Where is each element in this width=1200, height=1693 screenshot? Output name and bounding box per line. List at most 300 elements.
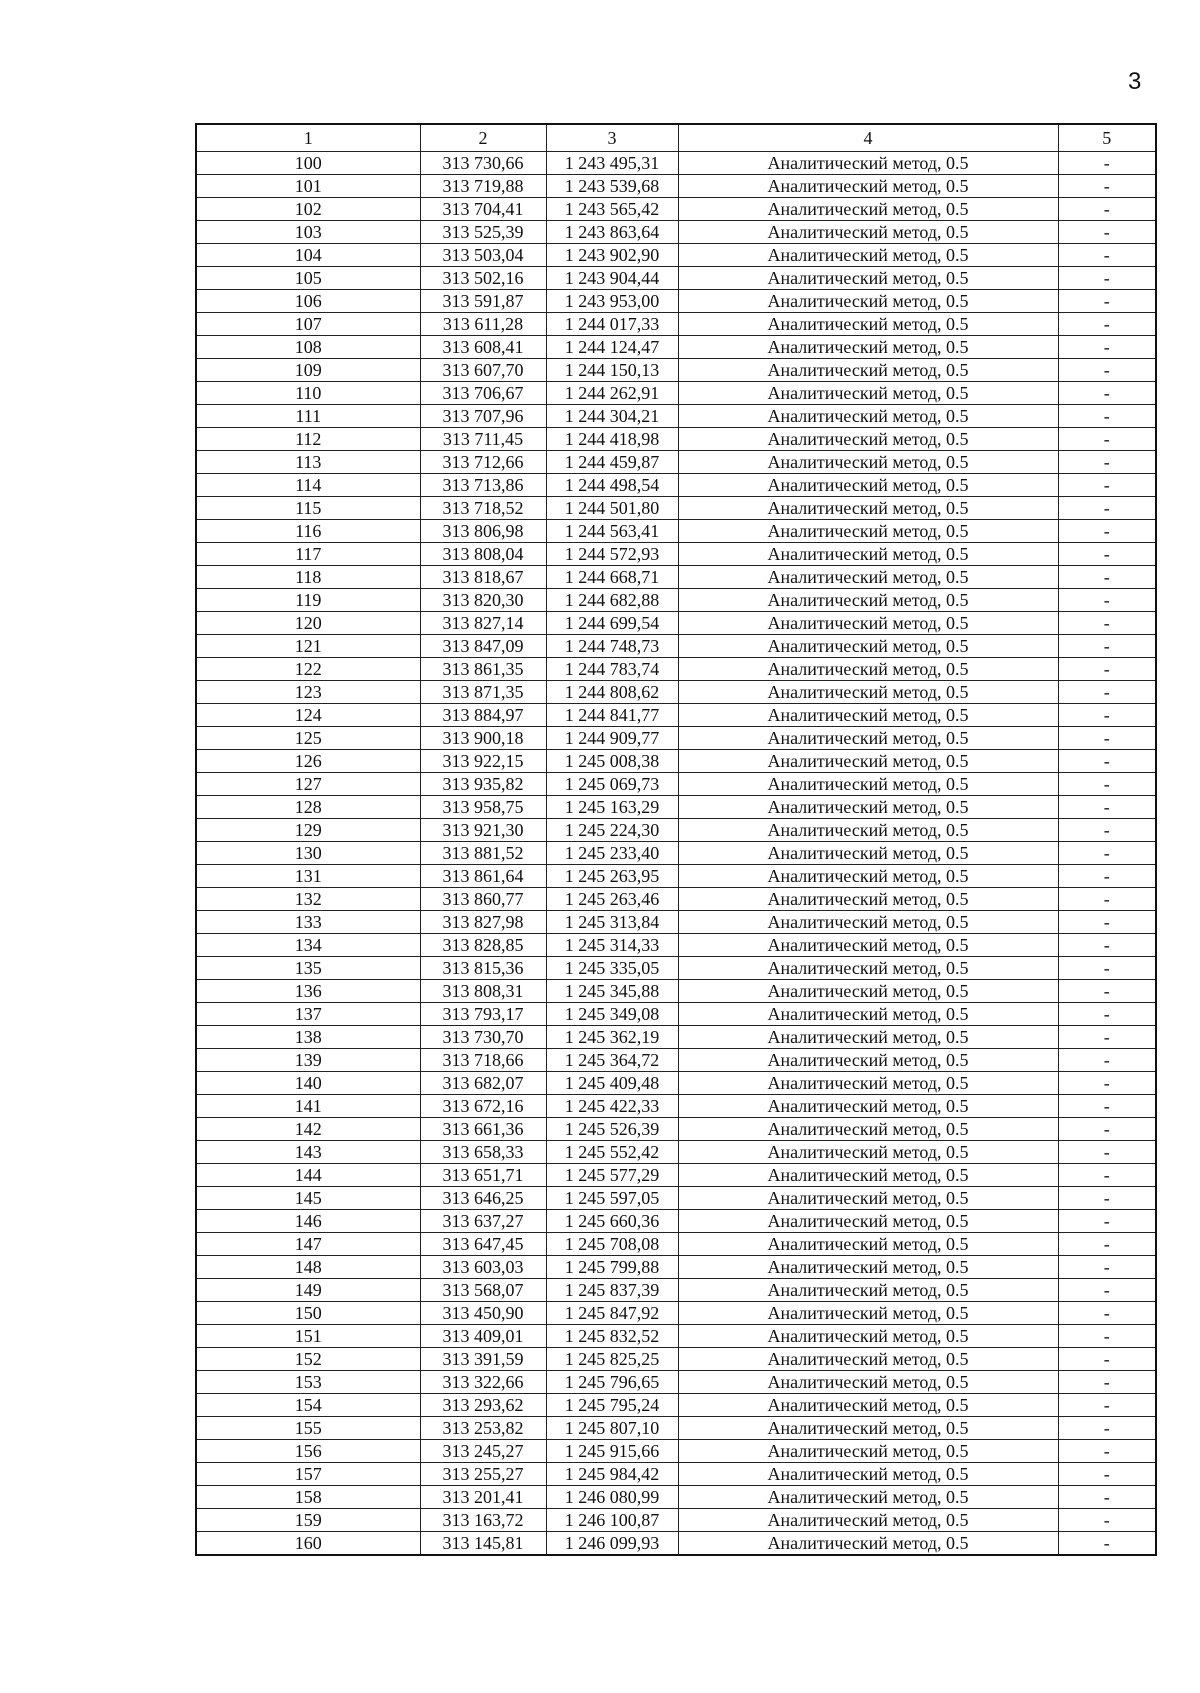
note-cell: - <box>1058 842 1156 865</box>
x-coordinate-cell: 313 900,18 <box>420 727 546 750</box>
method-cell: Аналитический метод, 0.5 <box>678 1486 1058 1509</box>
y-coordinate-cell: 1 244 909,77 <box>546 727 678 750</box>
note-cell: - <box>1058 428 1156 451</box>
x-coordinate-cell: 313 847,09 <box>420 635 546 658</box>
x-coordinate-cell: 313 568,07 <box>420 1279 546 1302</box>
coordinates-table <box>195 123 1157 1556</box>
point-number-cell: 143 <box>196 1141 420 1164</box>
note-cell: - <box>1058 1509 1156 1532</box>
y-coordinate-cell: 1 244 501,80 <box>546 497 678 520</box>
x-coordinate-cell: 313 793,17 <box>420 1003 546 1026</box>
table-row <box>196 727 1156 750</box>
x-coordinate-cell: 313 958,75 <box>420 796 546 819</box>
x-coordinate-cell: 313 293,62 <box>420 1394 546 1417</box>
table-row <box>196 1164 1156 1187</box>
method-cell: Аналитический метод, 0.5 <box>678 244 1058 267</box>
note-cell: - <box>1058 888 1156 911</box>
method-cell: Аналитический метод, 0.5 <box>678 221 1058 244</box>
y-coordinate-cell: 1 243 539,68 <box>546 175 678 198</box>
x-coordinate-cell: 313 637,27 <box>420 1210 546 1233</box>
note-cell: - <box>1058 1072 1156 1095</box>
method-cell: Аналитический метод, 0.5 <box>678 1141 1058 1164</box>
x-coordinate-cell: 313 884,97 <box>420 704 546 727</box>
method-cell: Аналитический метод, 0.5 <box>678 382 1058 405</box>
method-cell: Аналитический метод, 0.5 <box>678 1233 1058 1256</box>
column-header-2: 2 <box>420 124 546 152</box>
y-coordinate-cell: 1 245 552,42 <box>546 1141 678 1164</box>
x-coordinate-cell: 313 672,16 <box>420 1095 546 1118</box>
table-row <box>196 888 1156 911</box>
point-number-cell: 133 <box>196 911 420 934</box>
point-number-cell: 157 <box>196 1463 420 1486</box>
x-coordinate-cell: 313 815,36 <box>420 957 546 980</box>
y-coordinate-cell: 1 244 418,98 <box>546 428 678 451</box>
table-row <box>196 681 1156 704</box>
page-number: 3 <box>1128 68 1142 95</box>
y-coordinate-cell: 1 246 080,99 <box>546 1486 678 1509</box>
note-cell: - <box>1058 1141 1156 1164</box>
point-number-cell: 156 <box>196 1440 420 1463</box>
x-coordinate-cell: 313 591,87 <box>420 290 546 313</box>
point-number-cell: 123 <box>196 681 420 704</box>
note-cell: - <box>1058 1003 1156 1026</box>
table-row <box>196 198 1156 221</box>
y-coordinate-cell: 1 245 263,46 <box>546 888 678 911</box>
note-cell: - <box>1058 566 1156 589</box>
y-coordinate-cell: 1 245 984,42 <box>546 1463 678 1486</box>
y-coordinate-cell: 1 244 668,71 <box>546 566 678 589</box>
note-cell: - <box>1058 612 1156 635</box>
point-number-cell: 106 <box>196 290 420 313</box>
method-cell: Аналитический метод, 0.5 <box>678 1279 1058 1302</box>
table-row <box>196 520 1156 543</box>
x-coordinate-cell: 313 718,66 <box>420 1049 546 1072</box>
y-coordinate-cell: 1 245 163,29 <box>546 796 678 819</box>
point-number-cell: 160 <box>196 1532 420 1556</box>
table-row <box>196 1049 1156 1072</box>
point-number-cell: 148 <box>196 1256 420 1279</box>
method-cell: Аналитический метод, 0.5 <box>678 911 1058 934</box>
point-number-cell: 129 <box>196 819 420 842</box>
y-coordinate-cell: 1 244 572,93 <box>546 543 678 566</box>
y-coordinate-cell: 1 244 150,13 <box>546 359 678 382</box>
method-cell: Аналитический метод, 0.5 <box>678 934 1058 957</box>
point-number-cell: 134 <box>196 934 420 957</box>
note-cell: - <box>1058 267 1156 290</box>
method-cell: Аналитический метод, 0.5 <box>678 566 1058 589</box>
note-cell: - <box>1058 520 1156 543</box>
point-number-cell: 122 <box>196 658 420 681</box>
x-coordinate-cell: 313 712,66 <box>420 451 546 474</box>
method-cell: Аналитический метод, 0.5 <box>678 957 1058 980</box>
point-number-cell: 114 <box>196 474 420 497</box>
table-row <box>196 497 1156 520</box>
method-cell: Аналитический метод, 0.5 <box>678 1256 1058 1279</box>
table-row <box>196 290 1156 313</box>
method-cell: Аналитический метод, 0.5 <box>678 1532 1058 1556</box>
y-coordinate-cell: 1 244 498,54 <box>546 474 678 497</box>
note-cell: - <box>1058 865 1156 888</box>
method-cell: Аналитический метод, 0.5 <box>678 1302 1058 1325</box>
table-row <box>196 1417 1156 1440</box>
y-coordinate-cell: 1 245 314,33 <box>546 934 678 957</box>
x-coordinate-cell: 313 608,41 <box>420 336 546 359</box>
table-row <box>196 1210 1156 1233</box>
y-coordinate-cell: 1 245 799,88 <box>546 1256 678 1279</box>
method-cell: Аналитический метод, 0.5 <box>678 451 1058 474</box>
method-cell: Аналитический метод, 0.5 <box>678 405 1058 428</box>
x-coordinate-cell: 313 827,98 <box>420 911 546 934</box>
x-coordinate-cell: 313 707,96 <box>420 405 546 428</box>
x-coordinate-cell: 313 646,25 <box>420 1187 546 1210</box>
table-row <box>196 1003 1156 1026</box>
table-row <box>196 1463 1156 1486</box>
table-body <box>196 152 1156 1556</box>
point-number-cell: 135 <box>196 957 420 980</box>
table-row <box>196 152 1156 175</box>
point-number-cell: 118 <box>196 566 420 589</box>
point-number-cell: 121 <box>196 635 420 658</box>
note-cell: - <box>1058 1210 1156 1233</box>
table-row <box>196 451 1156 474</box>
note-cell: - <box>1058 1417 1156 1440</box>
x-coordinate-cell: 313 607,70 <box>420 359 546 382</box>
table-row <box>196 382 1156 405</box>
x-coordinate-cell: 313 245,27 <box>420 1440 546 1463</box>
method-cell: Аналитический метод, 0.5 <box>678 543 1058 566</box>
x-coordinate-cell: 313 201,41 <box>420 1486 546 1509</box>
x-coordinate-cell: 313 711,45 <box>420 428 546 451</box>
note-cell: - <box>1058 589 1156 612</box>
x-coordinate-cell: 313 145,81 <box>420 1532 546 1556</box>
note-cell: - <box>1058 543 1156 566</box>
x-coordinate-cell: 313 651,71 <box>420 1164 546 1187</box>
table-row <box>196 221 1156 244</box>
table-row <box>196 1118 1156 1141</box>
x-coordinate-cell: 313 661,36 <box>420 1118 546 1141</box>
x-coordinate-cell: 313 827,14 <box>420 612 546 635</box>
x-coordinate-cell: 313 658,33 <box>420 1141 546 1164</box>
method-cell: Аналитический метод, 0.5 <box>678 428 1058 451</box>
table-row <box>196 244 1156 267</box>
y-coordinate-cell: 1 244 841,77 <box>546 704 678 727</box>
x-coordinate-cell: 313 647,45 <box>420 1233 546 1256</box>
note-cell: - <box>1058 1026 1156 1049</box>
y-coordinate-cell: 1 244 262,91 <box>546 382 678 405</box>
note-cell: - <box>1058 221 1156 244</box>
y-coordinate-cell: 1 245 847,92 <box>546 1302 678 1325</box>
point-number-cell: 137 <box>196 1003 420 1026</box>
table-row <box>196 773 1156 796</box>
note-cell: - <box>1058 980 1156 1003</box>
note-cell: - <box>1058 681 1156 704</box>
y-coordinate-cell: 1 244 563,41 <box>546 520 678 543</box>
column-header-5: 5 <box>1058 124 1156 152</box>
table-row <box>196 175 1156 198</box>
x-coordinate-cell: 313 391,59 <box>420 1348 546 1371</box>
point-number-cell: 144 <box>196 1164 420 1187</box>
method-cell: Аналитический метод, 0.5 <box>678 681 1058 704</box>
table-row <box>196 543 1156 566</box>
y-coordinate-cell: 1 245 313,84 <box>546 911 678 934</box>
y-coordinate-cell: 1 245 837,39 <box>546 1279 678 1302</box>
point-number-cell: 115 <box>196 497 420 520</box>
y-coordinate-cell: 1 245 364,72 <box>546 1049 678 1072</box>
method-cell: Аналитический метод, 0.5 <box>678 198 1058 221</box>
y-coordinate-cell: 1 245 915,66 <box>546 1440 678 1463</box>
note-cell: - <box>1058 244 1156 267</box>
table-row <box>196 635 1156 658</box>
method-cell: Аналитический метод, 0.5 <box>678 1164 1058 1187</box>
method-cell: Аналитический метод, 0.5 <box>678 313 1058 336</box>
method-cell: Аналитический метод, 0.5 <box>678 1440 1058 1463</box>
point-number-cell: 102 <box>196 198 420 221</box>
point-number-cell: 158 <box>196 1486 420 1509</box>
table-row <box>196 1072 1156 1095</box>
table-row <box>196 911 1156 934</box>
table-row <box>196 750 1156 773</box>
method-cell: Аналитический метод, 0.5 <box>678 1026 1058 1049</box>
y-coordinate-cell: 1 244 459,87 <box>546 451 678 474</box>
note-cell: - <box>1058 1463 1156 1486</box>
method-cell: Аналитический метод, 0.5 <box>678 888 1058 911</box>
point-number-cell: 101 <box>196 175 420 198</box>
y-coordinate-cell: 1 245 409,48 <box>546 1072 678 1095</box>
y-coordinate-cell: 1 244 748,73 <box>546 635 678 658</box>
note-cell: - <box>1058 359 1156 382</box>
y-coordinate-cell: 1 245 795,24 <box>546 1394 678 1417</box>
y-coordinate-cell: 1 244 682,88 <box>546 589 678 612</box>
table-row <box>196 658 1156 681</box>
method-cell: Аналитический метод, 0.5 <box>678 1371 1058 1394</box>
x-coordinate-cell: 313 730,66 <box>420 152 546 175</box>
point-number-cell: 110 <box>196 382 420 405</box>
table-row <box>196 1440 1156 1463</box>
method-cell: Аналитический метод, 0.5 <box>678 336 1058 359</box>
x-coordinate-cell: 313 525,39 <box>420 221 546 244</box>
method-cell: Аналитический метод, 0.5 <box>678 267 1058 290</box>
point-number-cell: 117 <box>196 543 420 566</box>
table-row <box>196 405 1156 428</box>
table-row <box>196 267 1156 290</box>
note-cell: - <box>1058 1348 1156 1371</box>
table-header-row <box>196 124 1156 152</box>
note-cell: - <box>1058 336 1156 359</box>
x-coordinate-cell: 313 935,82 <box>420 773 546 796</box>
x-coordinate-cell: 313 871,35 <box>420 681 546 704</box>
x-coordinate-cell: 313 921,30 <box>420 819 546 842</box>
table-row <box>196 842 1156 865</box>
table-row <box>196 428 1156 451</box>
method-cell: Аналитический метод, 0.5 <box>678 589 1058 612</box>
x-coordinate-cell: 313 820,30 <box>420 589 546 612</box>
table-row <box>196 1532 1156 1556</box>
point-number-cell: 155 <box>196 1417 420 1440</box>
method-cell: Аналитический метод, 0.5 <box>678 359 1058 382</box>
method-cell: Аналитический метод, 0.5 <box>678 1072 1058 1095</box>
method-cell: Аналитический метод, 0.5 <box>678 727 1058 750</box>
y-coordinate-cell: 1 244 017,33 <box>546 313 678 336</box>
method-cell: Аналитический метод, 0.5 <box>678 842 1058 865</box>
note-cell: - <box>1058 1095 1156 1118</box>
y-coordinate-cell: 1 244 124,47 <box>546 336 678 359</box>
x-coordinate-cell: 313 861,64 <box>420 865 546 888</box>
note-cell: - <box>1058 290 1156 313</box>
table-row <box>196 1509 1156 1532</box>
y-coordinate-cell: 1 245 233,40 <box>546 842 678 865</box>
note-cell: - <box>1058 175 1156 198</box>
x-coordinate-cell: 313 322,66 <box>420 1371 546 1394</box>
table-row <box>196 313 1156 336</box>
method-cell: Аналитический метод, 0.5 <box>678 1118 1058 1141</box>
table-row <box>196 934 1156 957</box>
y-coordinate-cell: 1 245 660,36 <box>546 1210 678 1233</box>
point-number-cell: 126 <box>196 750 420 773</box>
x-coordinate-cell: 313 255,27 <box>420 1463 546 1486</box>
note-cell: - <box>1058 1302 1156 1325</box>
table-row <box>196 1187 1156 1210</box>
note-cell: - <box>1058 635 1156 658</box>
table-row <box>196 336 1156 359</box>
x-coordinate-cell: 313 860,77 <box>420 888 546 911</box>
method-cell: Аналитический метод, 0.5 <box>678 1325 1058 1348</box>
table-row <box>196 1302 1156 1325</box>
note-cell: - <box>1058 313 1156 336</box>
x-coordinate-cell: 313 818,67 <box>420 566 546 589</box>
y-coordinate-cell: 1 245 796,65 <box>546 1371 678 1394</box>
y-coordinate-cell: 1 243 904,44 <box>546 267 678 290</box>
point-number-cell: 128 <box>196 796 420 819</box>
y-coordinate-cell: 1 246 099,93 <box>546 1532 678 1556</box>
note-cell: - <box>1058 911 1156 934</box>
x-coordinate-cell: 313 706,67 <box>420 382 546 405</box>
table-row <box>196 1095 1156 1118</box>
y-coordinate-cell: 1 243 953,00 <box>546 290 678 313</box>
note-cell: - <box>1058 727 1156 750</box>
x-coordinate-cell: 313 603,03 <box>420 1256 546 1279</box>
x-coordinate-cell: 313 861,35 <box>420 658 546 681</box>
x-coordinate-cell: 313 806,98 <box>420 520 546 543</box>
note-cell: - <box>1058 934 1156 957</box>
method-cell: Аналитический метод, 0.5 <box>678 980 1058 1003</box>
point-number-cell: 150 <box>196 1302 420 1325</box>
note-cell: - <box>1058 1256 1156 1279</box>
note-cell: - <box>1058 819 1156 842</box>
note-cell: - <box>1058 1394 1156 1417</box>
method-cell: Аналитический метод, 0.5 <box>678 1463 1058 1486</box>
table-row <box>196 359 1156 382</box>
y-coordinate-cell: 1 244 699,54 <box>546 612 678 635</box>
y-coordinate-cell: 1 243 565,42 <box>546 198 678 221</box>
y-coordinate-cell: 1 243 863,64 <box>546 221 678 244</box>
note-cell: - <box>1058 1325 1156 1348</box>
note-cell: - <box>1058 1532 1156 1556</box>
method-cell: Аналитический метод, 0.5 <box>678 1417 1058 1440</box>
note-cell: - <box>1058 750 1156 773</box>
table-row <box>196 796 1156 819</box>
method-cell: Аналитический метод, 0.5 <box>678 796 1058 819</box>
point-number-cell: 105 <box>196 267 420 290</box>
x-coordinate-cell: 313 808,04 <box>420 543 546 566</box>
note-cell: - <box>1058 497 1156 520</box>
table-row <box>196 1256 1156 1279</box>
point-number-cell: 136 <box>196 980 420 1003</box>
table-row <box>196 1141 1156 1164</box>
y-coordinate-cell: 1 244 783,74 <box>546 658 678 681</box>
table-row <box>196 704 1156 727</box>
x-coordinate-cell: 313 730,70 <box>420 1026 546 1049</box>
y-coordinate-cell: 1 245 597,05 <box>546 1187 678 1210</box>
note-cell: - <box>1058 1279 1156 1302</box>
note-cell: - <box>1058 704 1156 727</box>
y-coordinate-cell: 1 245 362,19 <box>546 1026 678 1049</box>
table-row <box>196 566 1156 589</box>
table-row <box>196 1486 1156 1509</box>
point-number-cell: 112 <box>196 428 420 451</box>
x-coordinate-cell: 313 502,16 <box>420 267 546 290</box>
method-cell: Аналитический метод, 0.5 <box>678 1348 1058 1371</box>
y-coordinate-cell: 1 244 304,21 <box>546 405 678 428</box>
y-coordinate-cell: 1 245 577,29 <box>546 1164 678 1187</box>
point-number-cell: 159 <box>196 1509 420 1532</box>
x-coordinate-cell: 313 409,01 <box>420 1325 546 1348</box>
x-coordinate-cell: 313 719,88 <box>420 175 546 198</box>
x-coordinate-cell: 313 611,28 <box>420 313 546 336</box>
method-cell: Аналитический метод, 0.5 <box>678 175 1058 198</box>
method-cell: Аналитический метод, 0.5 <box>678 1394 1058 1417</box>
point-number-cell: 116 <box>196 520 420 543</box>
point-number-cell: 147 <box>196 1233 420 1256</box>
table-row <box>196 1325 1156 1348</box>
table-row <box>196 474 1156 497</box>
table-row <box>196 1394 1156 1417</box>
note-cell: - <box>1058 198 1156 221</box>
method-cell: Аналитический метод, 0.5 <box>678 773 1058 796</box>
note-cell: - <box>1058 1187 1156 1210</box>
table-row <box>196 1233 1156 1256</box>
point-number-cell: 124 <box>196 704 420 727</box>
point-number-cell: 139 <box>196 1049 420 1072</box>
method-cell: Аналитический метод, 0.5 <box>678 1003 1058 1026</box>
note-cell: - <box>1058 405 1156 428</box>
point-number-cell: 127 <box>196 773 420 796</box>
point-number-cell: 130 <box>196 842 420 865</box>
x-coordinate-cell: 313 682,07 <box>420 1072 546 1095</box>
point-number-cell: 153 <box>196 1371 420 1394</box>
point-number-cell: 138 <box>196 1026 420 1049</box>
method-cell: Аналитический метод, 0.5 <box>678 1187 1058 1210</box>
table-row <box>196 957 1156 980</box>
point-number-cell: 149 <box>196 1279 420 1302</box>
y-coordinate-cell: 1 245 069,73 <box>546 773 678 796</box>
x-coordinate-cell: 313 253,82 <box>420 1417 546 1440</box>
y-coordinate-cell: 1 245 008,38 <box>546 750 678 773</box>
point-number-cell: 154 <box>196 1394 420 1417</box>
method-cell: Аналитический метод, 0.5 <box>678 612 1058 635</box>
point-number-cell: 100 <box>196 152 420 175</box>
point-number-cell: 146 <box>196 1210 420 1233</box>
point-number-cell: 151 <box>196 1325 420 1348</box>
point-number-cell: 103 <box>196 221 420 244</box>
table-row <box>196 1371 1156 1394</box>
table-row <box>196 865 1156 888</box>
table-row <box>196 819 1156 842</box>
x-coordinate-cell: 313 704,41 <box>420 198 546 221</box>
table-row <box>196 589 1156 612</box>
x-coordinate-cell: 313 713,86 <box>420 474 546 497</box>
x-coordinate-cell: 313 718,52 <box>420 497 546 520</box>
note-cell: - <box>1058 773 1156 796</box>
